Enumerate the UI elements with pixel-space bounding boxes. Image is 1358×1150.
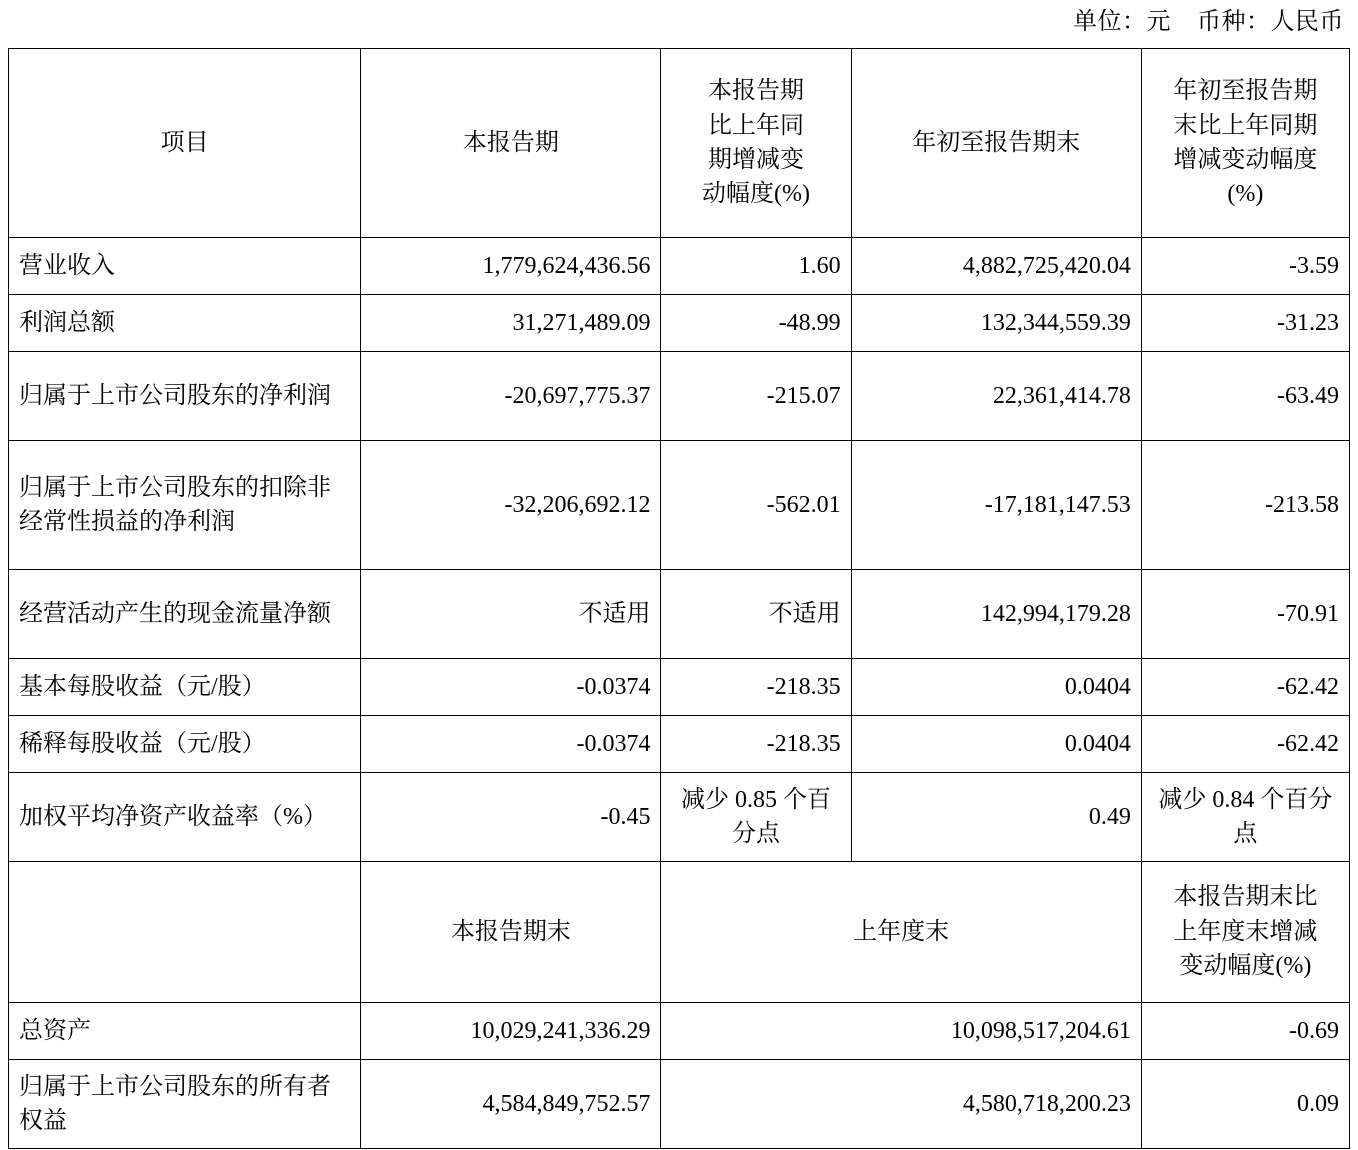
row-current-period: -0.0374 (361, 658, 661, 715)
row-current-change: -218.35 (661, 658, 851, 715)
row-current-change: -218.35 (661, 715, 851, 772)
row-item-label: 基本每股收益（元/股） (9, 658, 361, 715)
header2-cell-period-end: 本报告期末 (361, 861, 661, 1002)
header2-cell-empty (9, 861, 361, 1002)
row-ytd: 0.0404 (851, 658, 1141, 715)
table-row (9, 294, 1350, 351)
table-row (9, 1002, 1350, 1059)
header-cell-item (9, 48, 361, 237)
row-change: 0.09 (1141, 1059, 1349, 1148)
unit-label: 单位：元 (1073, 9, 1171, 35)
table-row (9, 1059, 1350, 1148)
row-period-end: 4,584,849,752.57 (361, 1059, 661, 1148)
row-ytd: 22,361,414.78 (851, 351, 1141, 440)
row-item-label: 营业收入 (9, 237, 361, 294)
header2-cell-last-year-end: 上年度末 (661, 861, 1141, 1002)
row-item-label: 归属于上市公司股东的所有者权益 (9, 1059, 361, 1148)
header-ychange-line4: (%) (1227, 180, 1264, 207)
row-current-period: -20,697,775.37 (361, 351, 661, 440)
row-ytd: 0.49 (851, 772, 1141, 861)
row-current-change: 1.60 (661, 237, 851, 294)
table-row (9, 658, 1350, 715)
row-current-period: 不适用 (361, 569, 661, 658)
row-current-change: 不适用 (661, 569, 851, 658)
row-ytd: 132,344,559.39 (851, 294, 1141, 351)
row-current-period: 31,271,489.09 (361, 294, 661, 351)
header-cchange-line3: 期增减变 (708, 146, 805, 173)
table-row (9, 351, 1350, 440)
row-ytd-change: -63.49 (1141, 351, 1349, 440)
row-ytd-change: -62.42 (1141, 658, 1349, 715)
row-current-change: 减少 0.85 个百分点 (661, 772, 851, 861)
table-row (9, 772, 1350, 861)
table-row (9, 440, 1350, 569)
header-cell-ytd-change (1141, 48, 1349, 237)
row-item-label: 总资产 (9, 1002, 361, 1059)
row-item-label: 稀释每股收益（元/股） (9, 715, 361, 772)
row-ytd-change: -31.23 (1141, 294, 1349, 351)
row-current-change: -562.01 (661, 440, 851, 569)
row-item-label: 加权平均净资产收益率（%） (9, 772, 361, 861)
header-cchange-line1: 本报告期 (708, 78, 805, 105)
row-ytd: -17,181,147.53 (851, 440, 1141, 569)
row-ytd-change: -62.42 (1141, 715, 1349, 772)
row-current-change: -48.99 (661, 294, 851, 351)
header-ychange-line1: 年初至报告期 (1173, 78, 1318, 105)
table-header-row (9, 48, 1350, 237)
row-current-change: -215.07 (661, 351, 851, 440)
header-cell-current-change (661, 48, 851, 237)
row-last-year-end: 10,098,517,204.61 (661, 1002, 1141, 1059)
header-cell-current-period (361, 48, 661, 237)
row-change: -0.69 (1141, 1002, 1349, 1059)
header2-cell-change (1141, 861, 1349, 1002)
currency-label: 币种：人民币 (1197, 9, 1344, 35)
table-secondary-header-row (9, 861, 1350, 1002)
row-current-period: 1,779,624,436.56 (361, 237, 661, 294)
header-cell-ytd (851, 48, 1141, 237)
row-ytd-change: -70.91 (1141, 569, 1349, 658)
row-last-year-end: 4,580,718,200.23 (661, 1059, 1141, 1148)
header-ychange-line2: 末比上年同期 (1173, 112, 1318, 139)
row-current-period: -0.0374 (361, 715, 661, 772)
row-ytd-change: -213.58 (1141, 440, 1349, 569)
table-row (9, 237, 1350, 294)
financial-summary-table (8, 48, 1350, 1149)
row-item-label: 经营活动产生的现金流量净额 (9, 569, 361, 658)
header2-change-line1: 本报告期末比 (1173, 884, 1318, 911)
header-cchange-line4: 动幅度(%) (702, 180, 811, 207)
header-current-line1: 本报告期 (462, 129, 559, 156)
header-item-line1: 项目 (160, 129, 209, 156)
row-item-label: 归属于上市公司股东的扣除非经常性损益的净利润 (9, 440, 361, 569)
header-cchange-line2: 比上年同 (708, 112, 805, 139)
row-item-label: 归属于上市公司股东的净利润 (9, 351, 361, 440)
header-ychange-line3: 增减变动幅度 (1173, 146, 1318, 173)
table-row (9, 715, 1350, 772)
row-item-label: 利润总额 (9, 294, 361, 351)
row-current-period: -32,206,692.12 (361, 440, 661, 569)
row-current-period: -0.45 (361, 772, 661, 861)
header-ytd-line1: 年初至报告期末 (912, 129, 1081, 156)
header2-change-line3: 变动幅度(%) (1179, 952, 1312, 979)
row-ytd-change: 减少 0.84 个百分点 (1141, 772, 1349, 861)
header2-change-line2: 上年度末增减 (1173, 918, 1318, 945)
unit-currency-note (8, 0, 1350, 48)
row-ytd: 4,882,725,420.04 (851, 237, 1141, 294)
row-ytd: 142,994,179.28 (851, 569, 1141, 658)
row-ytd-change: -3.59 (1141, 237, 1349, 294)
table-row (9, 569, 1350, 658)
row-ytd: 0.0404 (851, 715, 1141, 772)
row-period-end: 10,029,241,336.29 (361, 1002, 661, 1059)
